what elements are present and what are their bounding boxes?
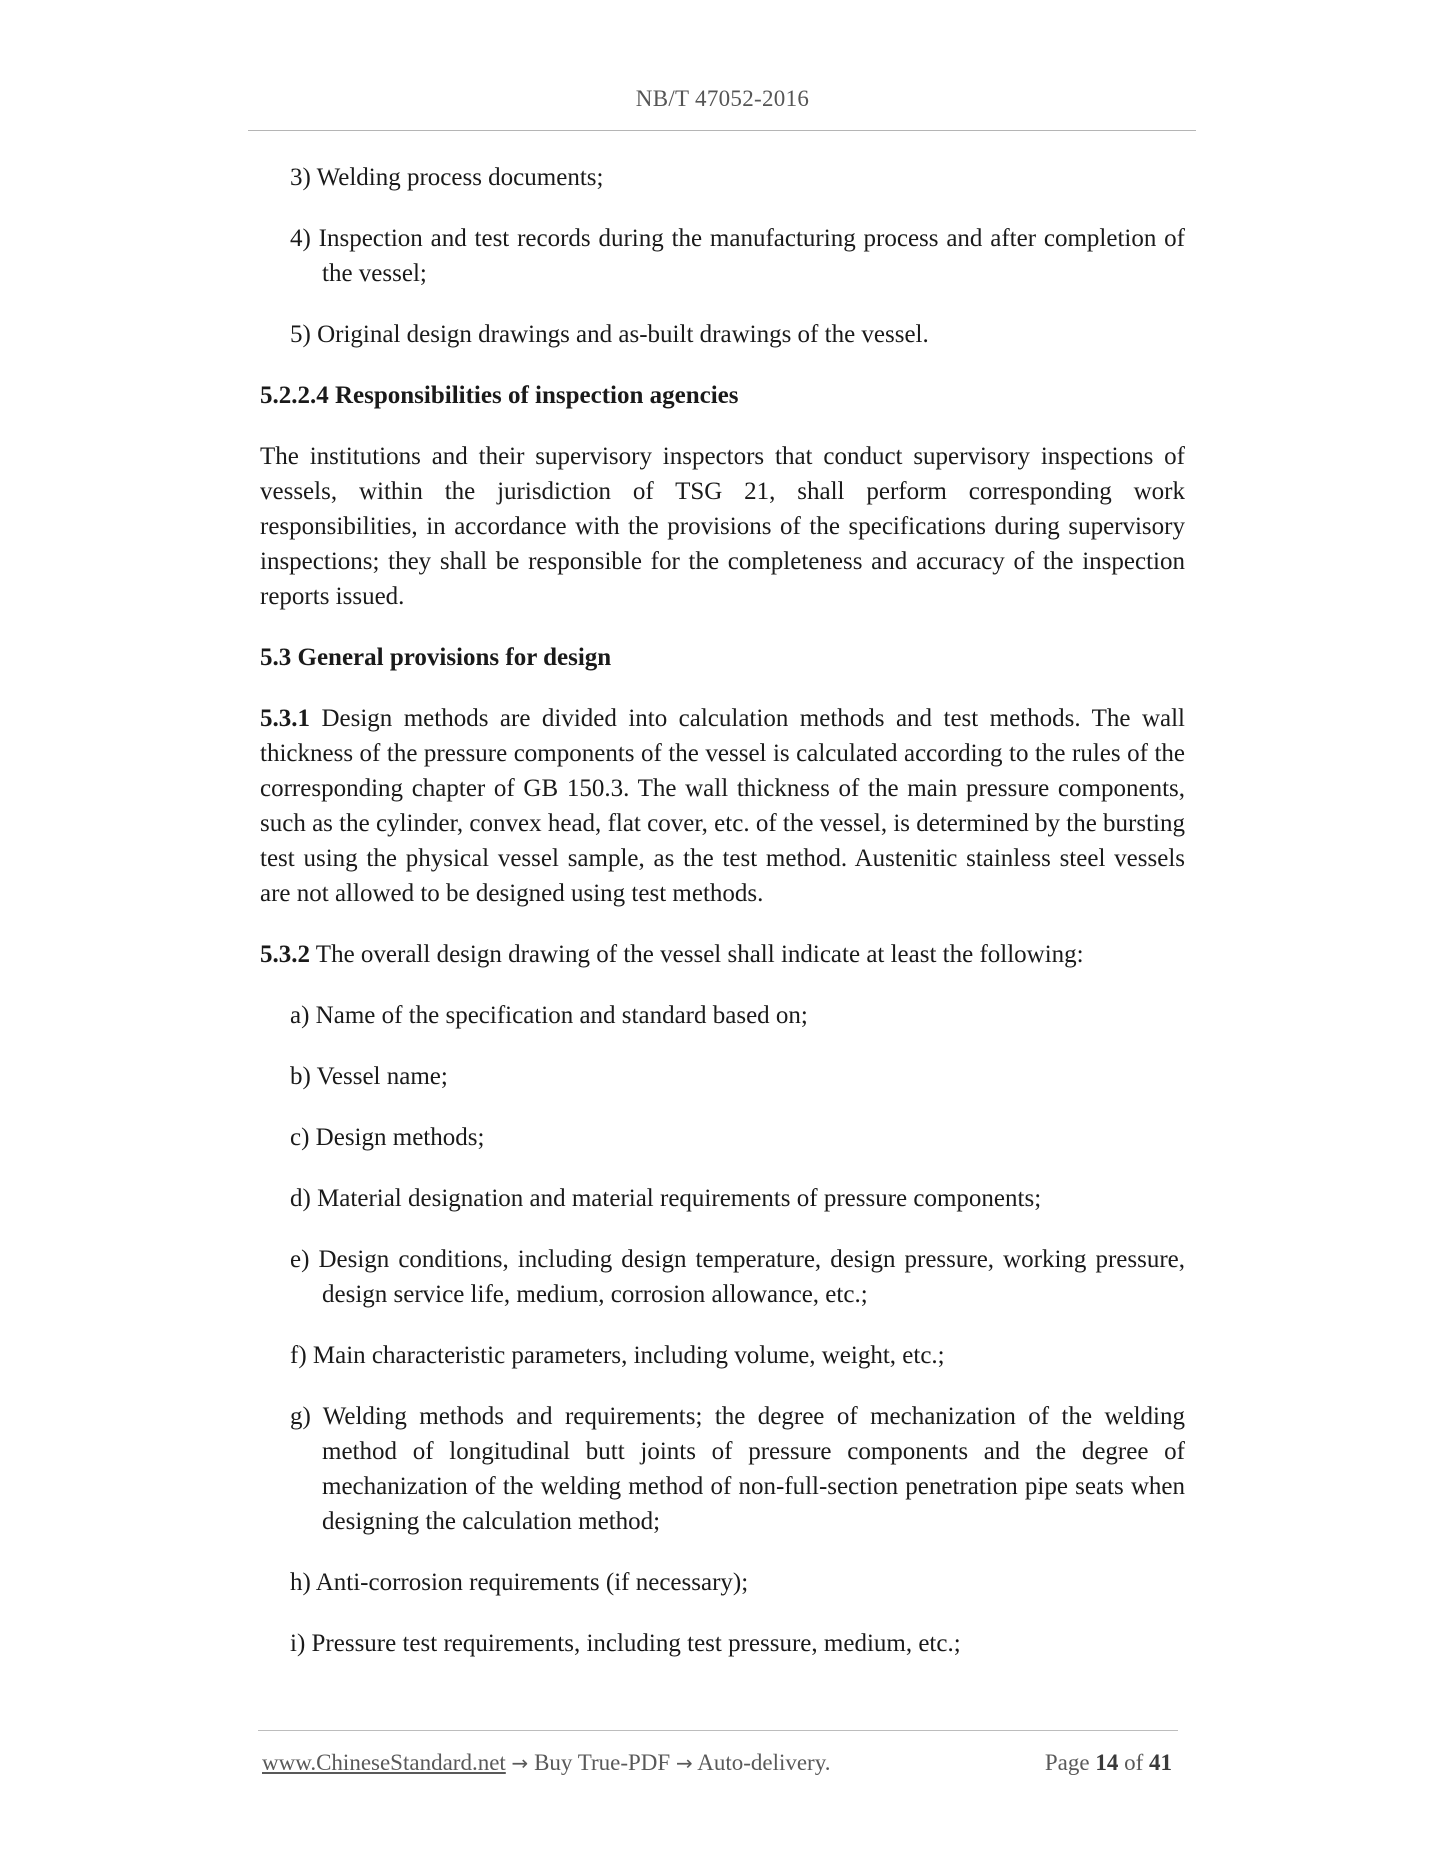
list-item-a: a) Name of the specification and standard based on;: [290, 1002, 808, 1029]
clause-text-5-3-2: The overall design drawing of the vessel shall indicate at least the following:: [310, 941, 1084, 968]
footer-divider: [258, 1730, 1178, 1731]
list-item-g: g) Welding methods and requirements; the degree of mechanization of the welding method of longitudinal butt joints of pressure components and the degree of mechanization of the welding method of non-full-section penetration pipe seats when designing the calculation method;: [290, 1403, 1185, 1535]
list-item-f: f) Main characteristic parameters, including volume, weight, etc.;: [290, 1342, 945, 1369]
document-body: [260, 160, 1185, 1687]
footer-promo: [262, 1750, 830, 1776]
website-link[interactable]: www.ChineseStandard.net: [262, 1750, 506, 1775]
clause-text-5-3-1: Design methods are divided into calculation methods and test methods. The wall thickness of the pressure components of the vessel is calculated according to the rules of the corresponding chapter of GB 150.3. The wall thickness of the main pressure components, such as the cylinder, convex head, flat cover, etc. of the vessel, is determined by the bursting test using the physical vessel sample, as the test method. Austenitic stainless steel vessels are not allowed to be designed using test methods.: [260, 705, 1185, 907]
arrow-right-icon: →: [675, 1751, 693, 1775]
list-item-h: h) Anti-corrosion requirements (if necessary);: [290, 1569, 749, 1596]
page-indicator: [1045, 1750, 1172, 1776]
page-header-title: NB/T 47052-2016: [635, 86, 810, 111]
list-item-d: d) Material designation and material requirements of pressure components;: [290, 1185, 1042, 1212]
buy-pdf-text: Buy True-PDF: [534, 1750, 671, 1775]
list-item-c: c) Design methods;: [290, 1124, 485, 1151]
clause-number-5-3-1: 5.3.1: [260, 705, 310, 732]
current-page-number: 14: [1095, 1750, 1119, 1775]
section-heading-5-2-2-4: 5.2.2.4 Responsibilities of inspection agencies: [260, 382, 739, 409]
arrow-right-icon: →: [511, 1751, 529, 1775]
list-item-4: 4) Inspection and test records during the manufacturing process and after completion of the vessel;: [290, 225, 1185, 287]
section-heading-5-3: 5.3 General provisions for design: [260, 644, 612, 671]
total-pages-number: 41: [1149, 1750, 1172, 1775]
list-item-5: 5) Original design drawings and as-built drawings of the vessel.: [290, 321, 929, 348]
clause-number-5-3-2: 5.3.2: [260, 941, 310, 968]
section-body-5-2-2-4: The institutions and their supervisory inspectors that conduct supervisory inspections of vessels, within the jurisdiction of TSG 21, shall perform corresponding work responsibilities, in accordance with the provisions of the specifications during supervisory inspections; they shall be responsible for the completeness and accuracy of the inspection reports issued.: [260, 443, 1185, 610]
of-label: of: [1124, 1750, 1144, 1775]
list-item-e: e) Design conditions, including design temperature, design pressure, working pressure, design service life, medium, corrosion allowance, etc.;: [290, 1246, 1185, 1308]
page-label: Page: [1044, 1750, 1090, 1775]
list-item-i: i) Pressure test requirements, including test pressure, medium, etc.;: [290, 1630, 961, 1657]
auto-delivery-text: Auto-delivery.: [697, 1750, 831, 1775]
clause-5-3-2: [260, 937, 1185, 972]
header-divider: [248, 130, 1196, 131]
clause-5-3-1: [260, 701, 1185, 911]
list-item-3: 3) Welding process documents;: [290, 164, 604, 191]
list-item-b: b) Vessel name;: [290, 1063, 448, 1090]
